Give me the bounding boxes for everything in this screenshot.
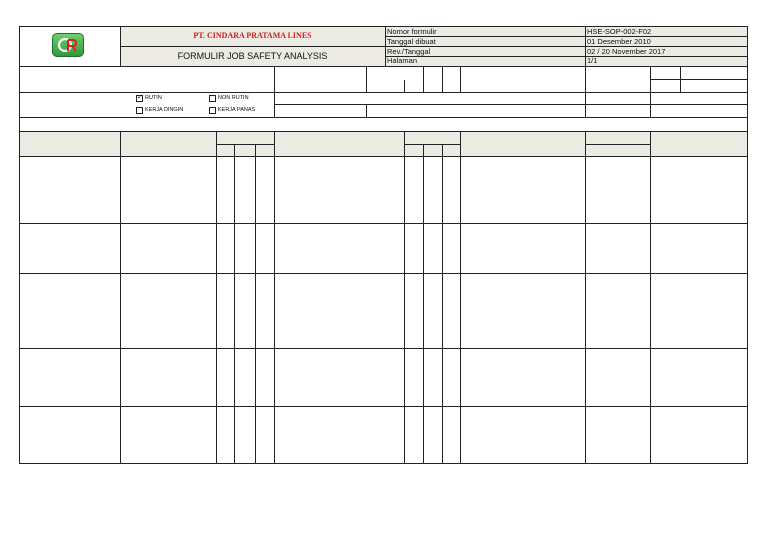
checkbox-non-rutin[interactable]: [209, 95, 216, 102]
meta-label-nomor: Nomor formulir: [387, 27, 437, 36]
meta-value-nomor: HSE-SOP-002-F02: [587, 27, 652, 36]
meta-label-tanggal: Tanggal dibuat: [387, 37, 436, 46]
meta-value-halaman: 1/1: [587, 56, 598, 65]
meta-value-tanggal: 01 Desember 2010: [587, 37, 651, 46]
meta-value-rev: 02 / 20 November 2017: [587, 47, 666, 56]
meta-label-rev: Rev./Tanggal: [387, 47, 431, 56]
checkbox-kerja-panas[interactable]: [209, 107, 216, 114]
company-logo-icon: [52, 33, 84, 57]
checkbox-rutin[interactable]: [136, 95, 143, 102]
checkbox-label-kerja-dingin: KERJA DINGIN: [145, 107, 184, 113]
checkbox-label-kerja-panas: KERJA PANAS: [218, 107, 256, 113]
table-row: [20, 273, 748, 274]
meta-label-halaman: Halaman: [387, 56, 418, 65]
table-row: [20, 223, 748, 224]
checkbox-label-non-rutin: NON RUTIN: [218, 95, 249, 101]
table-row: [20, 348, 748, 349]
check-mark-icon: ✓: [137, 94, 143, 101]
company-name: PT. CINDARA PRATAMA LINES: [193, 31, 312, 40]
checkbox-kerja-dingin[interactable]: [136, 107, 143, 114]
checkbox-label-rutin: RUTIN: [145, 95, 162, 101]
page-title: FORMULIR JOB SAFETY ANALYSIS: [177, 51, 328, 61]
table-row: [20, 406, 748, 407]
